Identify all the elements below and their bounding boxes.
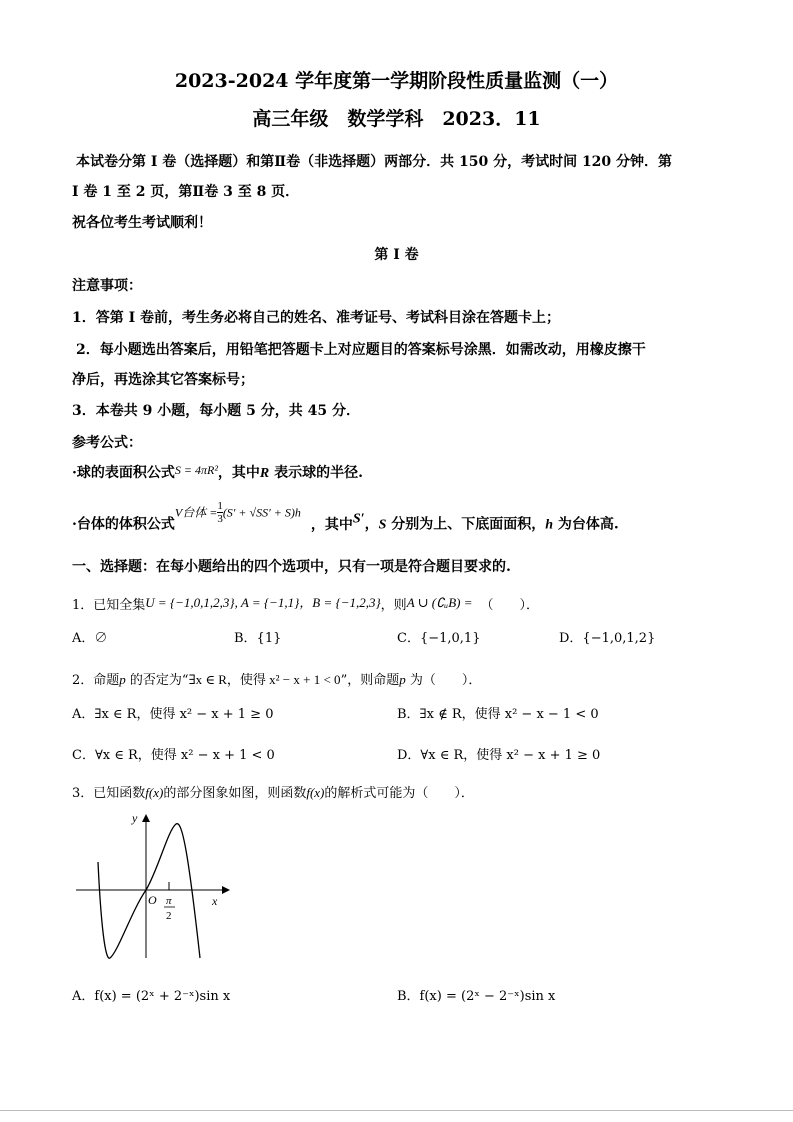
q2-option-c[interactable]: C．∀x ∈ R，使得 x² − x + 1 < 0 [72,748,275,763]
q3-fx-1: f(x) [145,785,164,800]
y-axis-label: y [132,811,138,825]
q3-fx-2: f(x) [306,785,325,800]
q3-stem-b: 的部分图象如图，则函数 [163,786,307,801]
section-title: 第 I 卷 [374,247,419,263]
q2-option-d[interactable]: D．∀x ∈ R，使得 x² − x + 1 ≥ 0 [397,748,601,763]
sphere-suffix-a: ，其中 [217,465,260,481]
q2-stem [72,669,481,688]
frustum-suffix-c: 分别为上、下底面面积， [386,516,546,533]
q2-proposition: ∃x ∈ R，使得 x² − x + 1 < 0 [188,672,341,687]
q1-option-d[interactable]: D．{−1,0,1,2} [559,631,656,646]
frustum-num: 1 [217,500,223,512]
q1-expression: A ∪ (∁ᵤB) = [406,595,473,610]
q2-stem-d: 为（ ）． [405,673,482,688]
q1-stem-b: ，则 [380,598,407,613]
frustum-suffix-a: ，其中 [310,516,353,533]
q2-option-b[interactable]: B．∃x ∉ R，使得 x² − x − 1 < 0 [397,707,599,722]
formulas-heading: 参考公式： [72,435,142,451]
frustum-body: (S′ + √SS′ + S)h [222,505,301,520]
q1-sets: U = {−1,0,1,2,3}, A = {−1,1}，B = {−1,2,3} [145,595,381,610]
notes-item-3: 3．本卷共 9 小题，每小题 5 分，共 45 分． [72,403,360,419]
page-title: 2023-2024 学年度第一学期阶段性质量监测（一） [174,70,619,92]
intro-line-1: 本试卷分第 I 卷（选择题）和第Ⅱ卷（非选择题）两部分．共 150 分，考试时间 120 分钟．第 [76,154,673,170]
q3-stem-a: 3．已知函数 [72,786,146,801]
q1-stem-a: 1．已知全集 [72,598,146,613]
sphere-suffix-b: 表示球的半径. [269,465,364,481]
q1-option-c[interactable]: C．{−1,0,1} [397,631,481,646]
page-subtitle: 高三年级 数学学科 2023．11 [252,108,541,130]
y-axis-arrow [142,814,150,822]
q1-stem-c: （ ）． [480,598,540,613]
sphere-formula-line [72,462,363,482]
q2-p-symbol-2: p [399,672,406,687]
q3-stem-c: 的解析式可能为（ ）． [324,786,474,801]
q1-option-a[interactable]: A．∅ [72,631,108,646]
sphere-formula: S = 4πR² [174,463,218,477]
tick-label-denominator: 2 [166,910,172,922]
tick-label-numerator: π [166,895,172,907]
page-bottom-border [0,1110,793,1111]
frustum-den: 3 [217,513,223,525]
q1-stem [72,592,539,613]
notes-item-1: 1．答第 I 卷前，考生务必将自己的姓名、准考证号、考试科目涂在答题卡上； [72,310,561,326]
q3-option-a[interactable]: A．f(x) = (2ˣ + 2⁻ˣ)sin x [72,989,231,1004]
q3-option-b[interactable]: B．f(x) = (2ˣ − 2⁻ˣ)sin x [397,989,556,1004]
frustum-suffix-d: 为台体高. [553,516,619,533]
function-curve [98,824,200,959]
notes-item-2a: 2．每小题选出答案后，用铅笔把答题卡上对应题目的答案标号涂黑．如需改动，用橡皮擦干 [76,342,646,358]
frustum-h: h [545,517,554,533]
q1-option-b[interactable]: B．{1} [234,631,282,646]
q3-stem [72,782,474,801]
sphere-radius-symbol: R [259,466,270,481]
notes-item-2b: 净后，再选涂其它答案标号； [72,372,254,388]
x-axis-label: x [212,894,218,908]
intro-line-3: 祝各位考生考试顺利！ [72,215,212,231]
q2-p-symbol: p [119,672,126,687]
q2-option-a[interactable]: A．∃x ∈ R，使得 x² − x + 1 ≥ 0 [72,707,274,722]
frustum-s: S [378,517,387,533]
q2-stem-c: ”，则命题 [340,673,400,688]
q2-stem-b: 的否定为“ [125,673,189,688]
frustum-sprime: S′ [352,511,365,527]
notes-heading: 注意事项： [72,278,142,294]
part1-heading: 一、选择题：在每小题给出的四个选项中，只有一项是符合题目要求的. [72,559,511,575]
sphere-prefix: ·球的表面积公式 [72,465,175,481]
x-axis-arrow [222,886,230,894]
origin-label: O [148,893,157,907]
frustum-lhs: V台体 = [174,505,218,520]
frustum-prefix: ·台体的体积公式 [72,516,175,533]
frustum-suffix-b: ， [364,516,379,533]
q3-function-graph [72,810,232,970]
frustum-formula-line [72,500,619,534]
q2-stem-a: 2．命题 [72,673,120,688]
intro-line-2: I 卷 1 至 2 页，第Ⅱ卷 3 至 8 页． [72,184,300,200]
